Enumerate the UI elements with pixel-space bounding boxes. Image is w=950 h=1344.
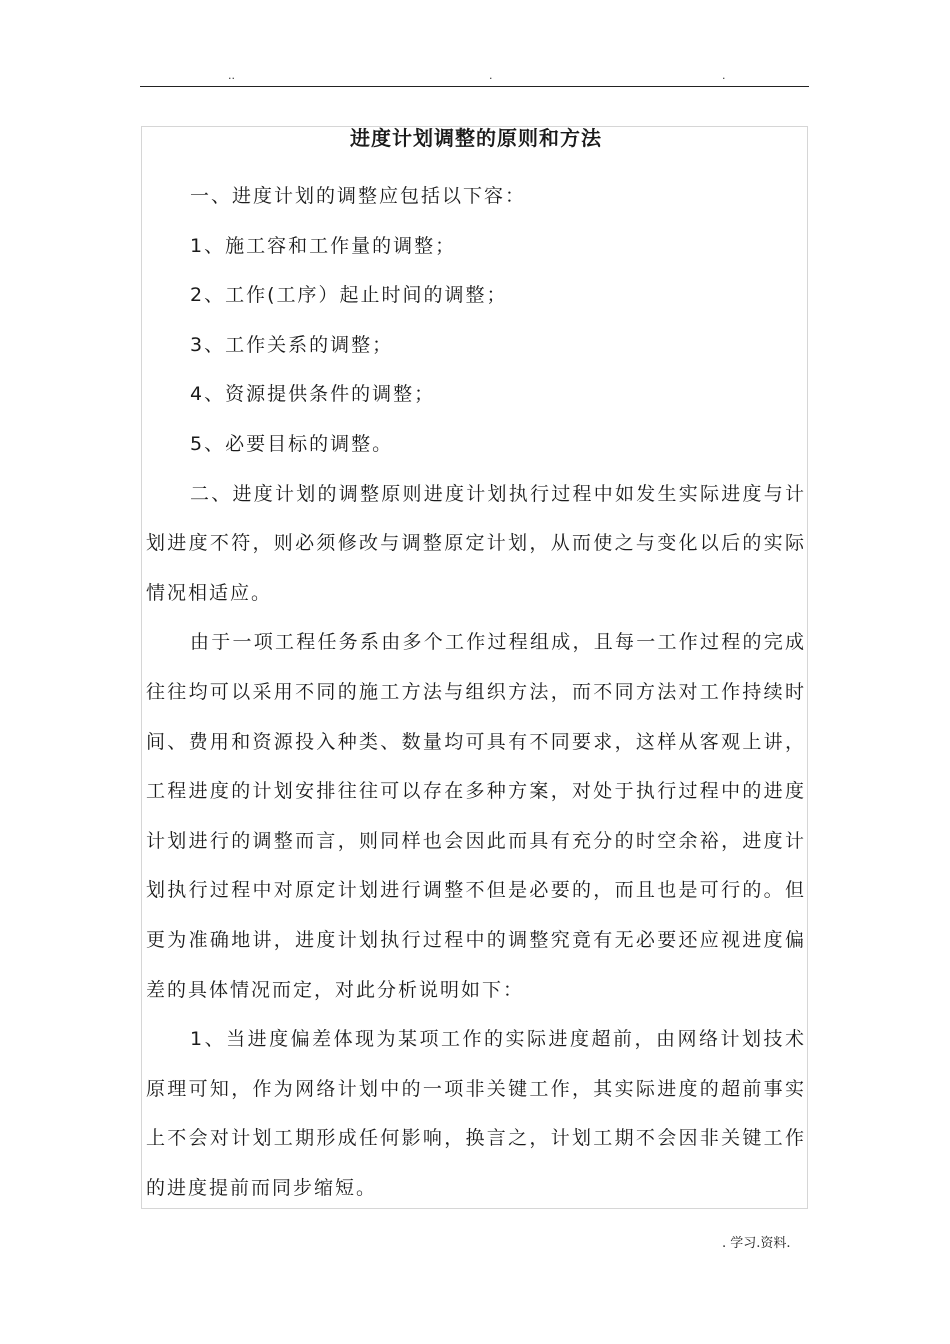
header-mark-right: .: [722, 69, 726, 82]
document-title: 进度计划调整的原则和方法: [350, 126, 602, 150]
header-rule: [140, 86, 809, 87]
section1-heading: 一、进度计划的调整应包括以下容：: [190, 185, 527, 207]
header-mark-center: .: [489, 69, 493, 82]
body-paragraph: 由于一项工程任务系由多个工作过程组成，且每一工作过程的完成往往均可以采用不同的施工方法与组织方法，而不同方法对工作持续时间、费用和资源投入种类、数量均可具有不同要求，这样从客观上讲，工程进度的计划安排往往可以存在多种方案，对处于执行过程中的进度计划进行的调整而言，则同样也会因此而具有充分的时空余裕，进度计划执行过程中对原定计划进行调整不但是必要的，而且也是可行的。但更为准确地讲，进度计划执行过程中的调整究竟有无必要还应视进度偏差的具体情况而定，对此分析说明如下：: [146, 631, 806, 1001]
list-item: 1、施工容和工作量的调整；: [190, 234, 457, 257]
list-item: 4、资源提供条件的调整；: [190, 383, 436, 406]
header-mark-left: ..: [228, 69, 235, 82]
footer-text: . 学习.资料.: [722, 1236, 791, 1251]
section2-paragraph: 二、进度计划的调整原则进度计划执行过程中如发生实际进度与计划进度不符，则必须修改与调整原定计划，从而使之与变化以后的实际情况相适应。: [146, 482, 806, 604]
list-item: 5、必要目标的调整。: [190, 432, 394, 455]
list-item: 3、工作关系的调整；: [190, 333, 394, 356]
list-item: 2、工作(工序）起止时间的调整；: [190, 284, 508, 307]
document-body: [146, 122, 806, 1213]
body-paragraph: 1、当进度偏差体现为某项工作的实际进度超前，由网络计划技术原理可知，作为网络计划中的一项非关键工作，其实际进度的超前事实上不会对计划工期形成任何影响，换言之，计划工期不会因非关键工作的进度提前而同步缩短。: [146, 1028, 806, 1199]
